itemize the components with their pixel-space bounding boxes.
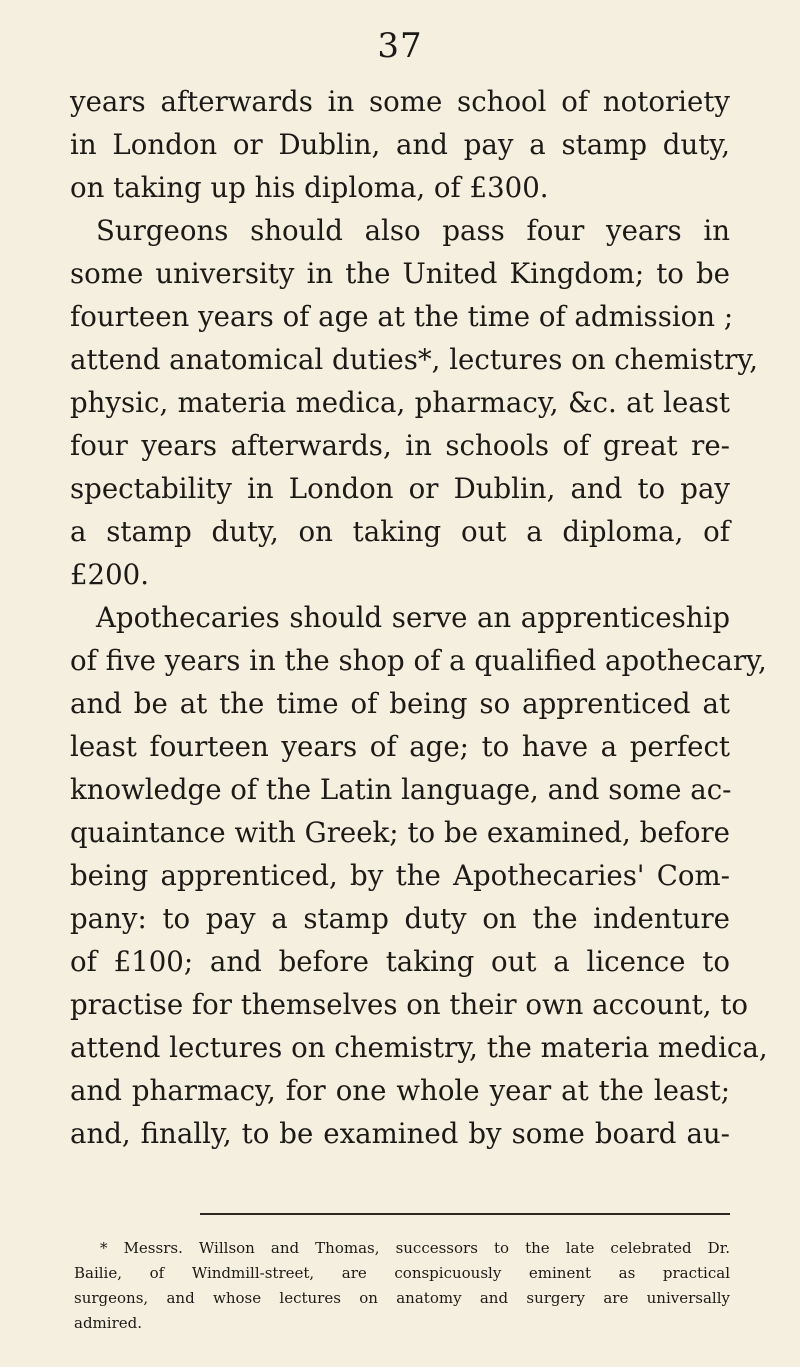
text-line: fourteen years of age at the time of admission ; [70,300,734,333]
text-line: knowledge of the Latin language, and some ac- [70,773,732,806]
page-number: 37 [377,26,423,66]
text-line: quaintance with Greek; to be examined, before [70,816,730,849]
text-line: pany: to pay a stamp duty on the indenture [70,902,730,935]
text-line-paragraph-start: Surgeons should also pass four years in [96,214,730,247]
text-line: physic, materia medica, pharmacy, &c. at least [70,386,730,419]
footnote-line: Bailie, of Windmill-street, are conspicuously eminent as practical [74,1264,730,1282]
text-line: years afterwards in some school of notoriety [70,85,730,118]
text-line: attend anatomical duties*, lectures on chemistry, [70,343,758,376]
text-line: and, finally, to be examined by some board au- [70,1117,730,1150]
text-line: least fourteen years of age; to have a perfect [70,730,730,763]
footnote-line: surgeons, and whose lectures on anatomy and surgery are universally [74,1289,730,1307]
text-line: of £100; and before taking out a licence to [70,945,730,978]
footnote-line: * Messrs. Willson and Thomas, successors to the late celebrated Dr. [100,1239,730,1257]
text-line: some university in the United Kingdom; to be [70,257,730,290]
text-line: in London or Dublin, and pay a stamp duty, [70,128,730,161]
text-line: practise for themselves on their own account, to [70,988,749,1021]
text-line: £200. [70,558,149,591]
text-line: and pharmacy, for one whole year at the least; [70,1074,730,1107]
text-line: a stamp duty, on taking out a diploma, of [70,515,730,548]
text-line: spectability in London or Dublin, and to pay [70,472,730,505]
footnote-line: admired. [74,1314,142,1332]
text-line-paragraph-start: Apothecaries should serve an apprenticeship [96,601,730,634]
text-line: on taking up his diploma, of £300. [70,171,549,204]
text-line: attend lectures on chemistry, the materia medica, [70,1031,768,1064]
text-line: being apprenticed, by the Apothecaries' Com- [70,859,730,892]
text-line: of five years in the shop of a qualified apothecary, [70,644,767,677]
footnote-divider [200,1213,730,1215]
text-line: and be at the time of being so apprenticed at [70,687,730,720]
footnote [74,1236,730,1336]
body-text [70,80,768,1155]
text-line: four years afterwards, in schools of great re- [70,429,730,462]
